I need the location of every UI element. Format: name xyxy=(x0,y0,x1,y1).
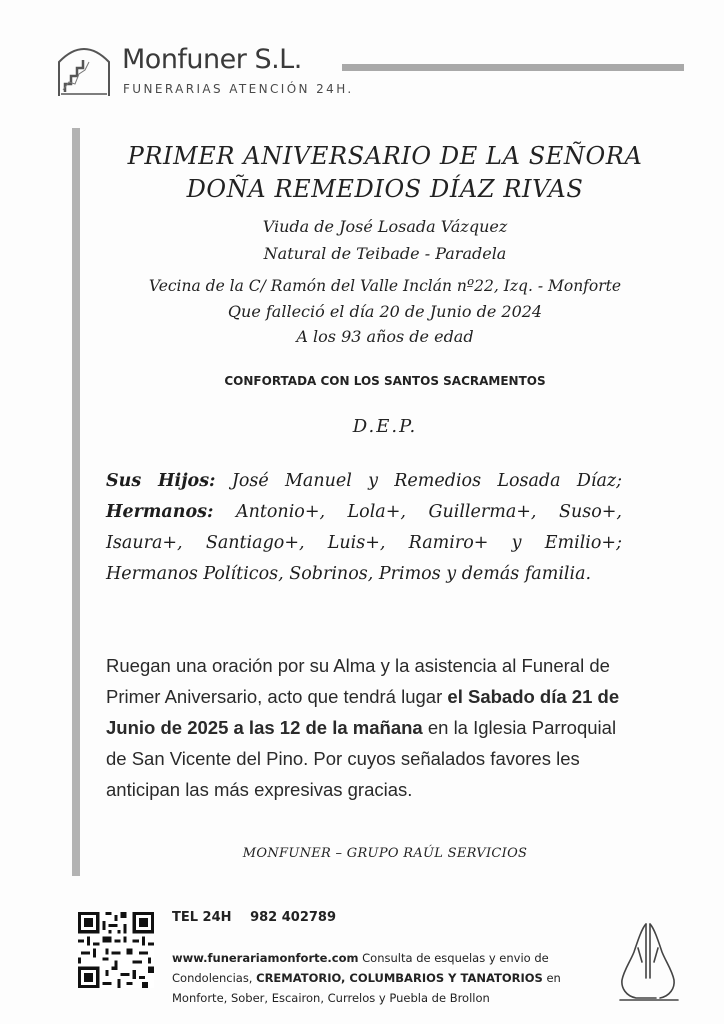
phone-label: TEL 24H xyxy=(172,910,232,925)
title-line-1: PRIMER ANIVERSARIO DE LA SEÑORA xyxy=(127,142,643,170)
sacraments-note: CONFORTADA CON LOS SANTOS SACRAMENTOS xyxy=(224,374,546,388)
praying-hands-icon xyxy=(616,918,682,1002)
footer-services xyxy=(172,948,592,1008)
services-locations: en Monforte, Sober, Escairon, Currelos y Puebla de Brollon xyxy=(172,971,561,1005)
residence: Vecina de la C/ Ramón del Valle Inclán nº22, Izq. - Monforte xyxy=(148,277,622,295)
funeral-paragraph xyxy=(106,650,624,805)
native-of: Natural de Teibade - Paradela xyxy=(263,244,507,263)
phone-number[interactable]: 982 402789 xyxy=(250,910,336,925)
monfuner-logo-icon xyxy=(55,40,113,98)
phone-line xyxy=(172,910,336,925)
services-bold: CREMATORIO, COLUMBARIOS Y TANATORIOS xyxy=(256,971,543,985)
qr-code-icon[interactable] xyxy=(78,912,154,988)
family-block xyxy=(106,466,622,590)
header-divider xyxy=(342,64,684,71)
funeral-text-before: Ruegan una oración por su Alma y la asistencia al Funeral de Primer Aniversario, acto que tendrá lugar xyxy=(106,655,610,707)
date-of-death: Que falleció el día 20 de Junio de 2024 xyxy=(227,302,543,321)
widow-of: Viuda de José Losada Vázquez xyxy=(262,217,508,236)
children-label: Sus Hijos: xyxy=(106,471,216,491)
funeral-date-time: el Sabado día 21 de Junio de 2025 a las 12 de la mañana xyxy=(106,686,620,738)
funeral-text-after: en la Iglesia Parroquial de San Vicente del Pino. Por cuyos señalados favores les anticipan las más expresivas gracias. xyxy=(106,717,617,800)
brand-name: Monfuner S.L. xyxy=(122,44,302,75)
age-at-death: A los 93 años de edad xyxy=(296,327,474,346)
signature: MONFUNER – GRUPO RAÚL SERVICIOS xyxy=(242,846,528,861)
brand-subtitle: FUNERARIAS ATENCIÓN 24H. xyxy=(123,82,354,96)
services-intro: Consulta de esquelas y envio de Condolencias, xyxy=(172,951,549,985)
siblings-label: Hermanos: xyxy=(106,502,214,522)
siblings-names: Antonio+, Lola+, Guillerma+, Suso+, Isaura+, Santiago+, Luis+, Ramiro+ y Emilio+; Hermanos Políticos, Sobrinos, Primos y demás familia. xyxy=(106,502,622,584)
website-link[interactable]: www.funerariamonforte.com xyxy=(172,951,359,965)
title-line-2: DOÑA REMEDIOS DÍAZ RIVAS xyxy=(186,175,584,203)
children-names: José Manuel y Remedios Losada Díaz; xyxy=(231,471,622,491)
dep-label: D.E.P. xyxy=(352,416,418,437)
side-divider xyxy=(72,128,80,876)
